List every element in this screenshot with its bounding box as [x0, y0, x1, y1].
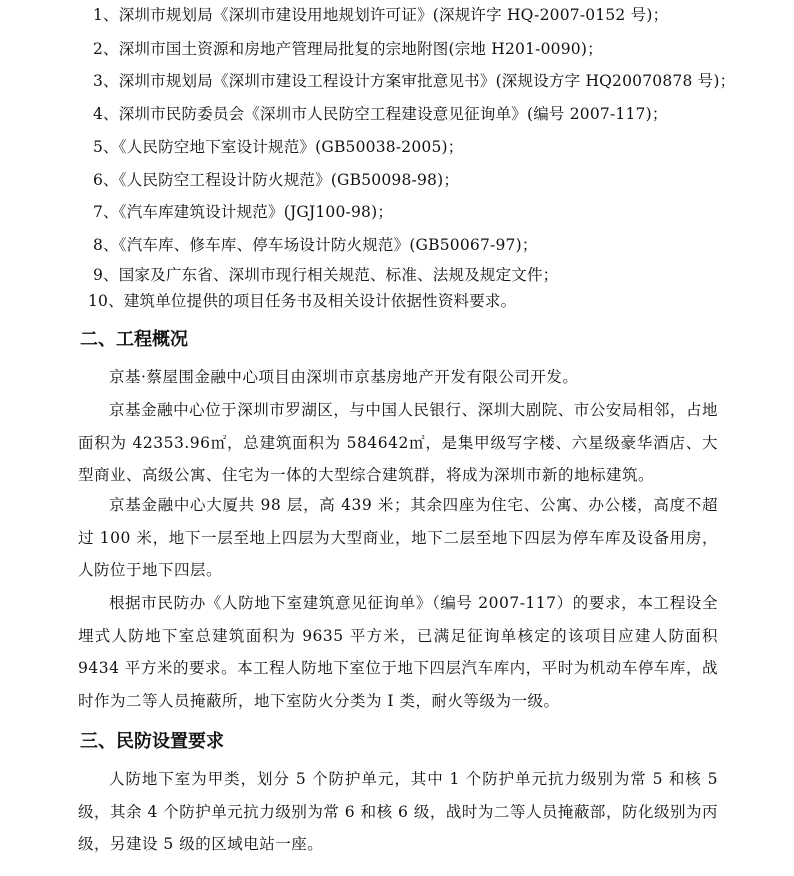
reference-item-4: 4、深圳市民防委员会《深圳市人民防空工程建设意见征询单》(编号 2007-117)； — [93, 105, 668, 123]
civil-defense-paragraph-1: 人防地下室为甲类，划分 5 个防护单元，其中 1 个防护单元抗力级别为常 5 和核 5 级，其余 4 个防护单元抗力级别为常 6 和核 6 级，战时为二等人员掩蔽部，防化级别为丙级，另建设 5 级的区域电站一座。 — [78, 770, 718, 853]
reference-item-6: 6、《人民防空工程设计防火规范》(GB50098-98)； — [93, 171, 460, 189]
overview-paragraph-4: 根据市民防办《人防地下室建筑意见征询单》（编号 2007-117）的要求，本工程设全埋式人防地下室总建筑面积为 9635 平方米，已满足征询单核定的该项目应建人防面积 9434 平方米的要求。本工程人防地下室位于地下四层汽车库内，平时为机动车停车库，战时作为二等人员掩蔽所，地下室防火分类为 I 类，耐火等级为一级。 — [78, 594, 718, 710]
reference-item-2: 2、深圳市国土资源和房地产管理局批复的宗地附图(宗地 H201-0090)； — [93, 40, 603, 58]
overview-paragraph-3: 京基金融中心大厦共 98 层，高 439 米；其余四座为住宅、公寓、办公楼，高度不超过 100 米，地下一层至地上四层为大型商业，地下二层至地下四层为停车库及设备用房，人防位于地下四层。 — [78, 496, 718, 579]
section-heading-civil-defense: 三、民防设置要求 — [80, 731, 224, 752]
reference-item-3: 3、深圳市规划局《深圳市建设工程设计方案审批意见书》(深规设方字 HQ20070878 号)； — [93, 72, 736, 90]
section-heading-overview: 二、工程概况 — [80, 329, 188, 350]
reference-item-7: 7、《汽车库建筑设计规范》(JGJ100-98)； — [93, 203, 394, 221]
reference-item-10: 10、建筑单位提供的项目任务书及相关设计依据性资料要求。 — [88, 292, 517, 310]
reference-item-8: 8、《汽车库、修车库、停车场设计防火规范》(GB50067-97)； — [93, 236, 538, 254]
overview-paragraph-2: 京基金融中心位于深圳市罗湖区，与中国人民银行、深圳大剧院、市公安局相邻，占地面积为 42353.96㎡，总建筑面积为 584642㎡，是集甲级写字楼、六星级豪华酒店、大型商业、高级公寓、住宅为一体的大型综合建筑群，将成为深圳市新的地标建筑。 — [78, 401, 718, 484]
reference-item-1: 1、深圳市规划局《深圳市建设用地规划许可证》(深规许字 HQ-2007-0152 号)； — [93, 6, 669, 24]
reference-item-9: 9、国家及广东省、深圳市现行相关规范、标准、法规及规定文件； — [93, 266, 559, 284]
reference-item-5: 5、《人民防空地下室设计规范》(GB50038-2005)； — [93, 138, 464, 156]
overview-paragraph-1: 京基·蔡屋围金融中心项目由深圳市京基房地产开发有限公司开发。 — [109, 368, 579, 386]
